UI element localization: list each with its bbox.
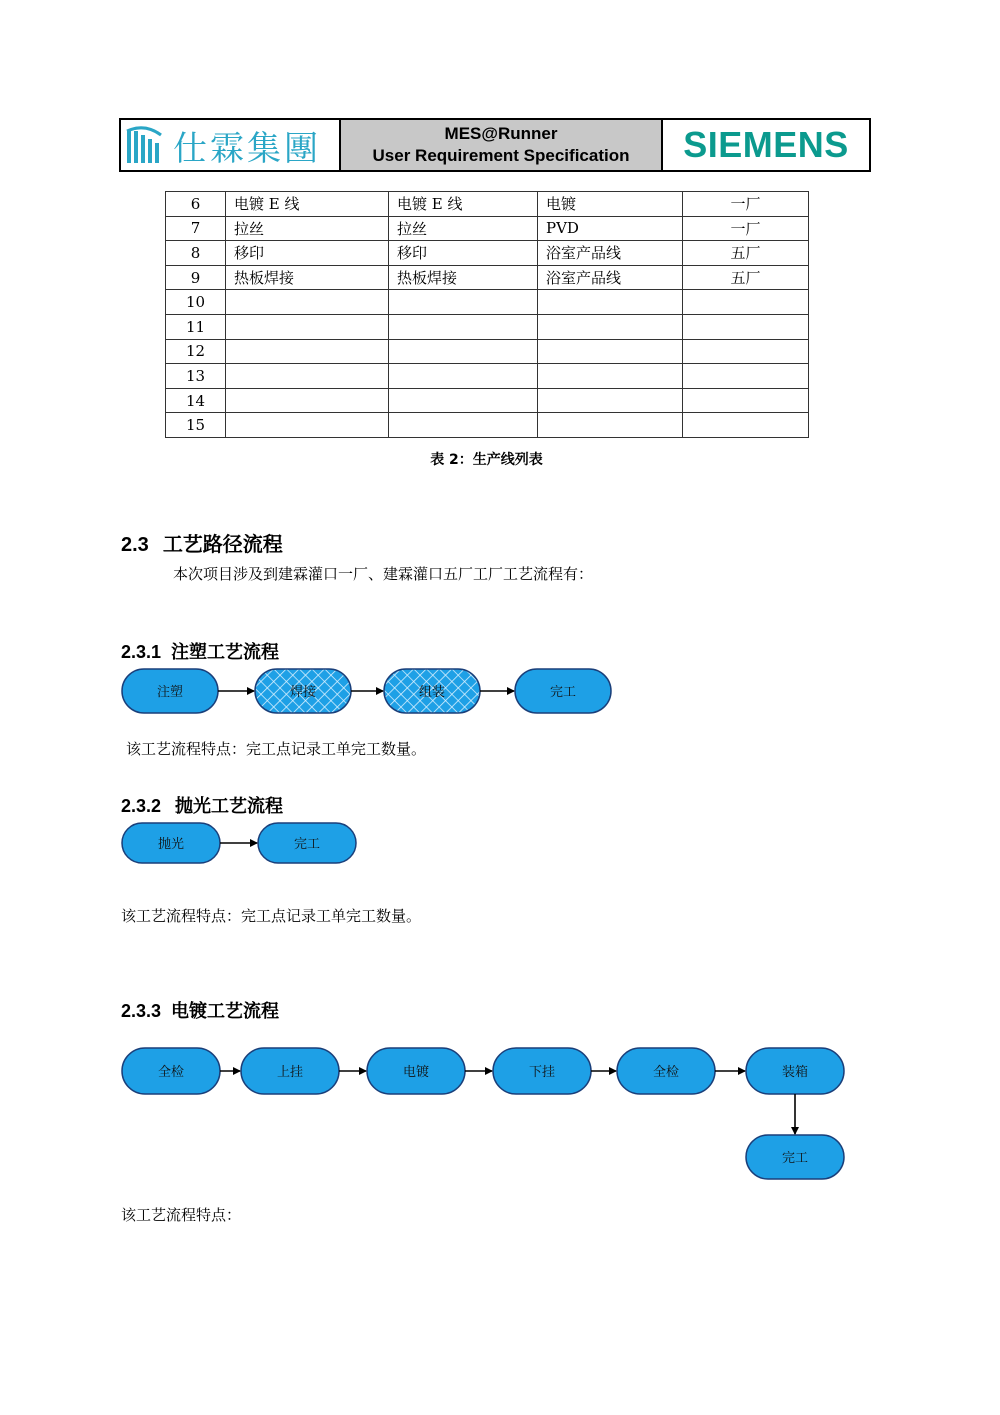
table-cell: 7 <box>166 216 226 241</box>
flow-note-2-3-3: 该工艺流程特点： <box>121 1206 242 1224</box>
table-cell: 拉丝 <box>389 216 538 241</box>
table-cell: 11 <box>166 314 226 339</box>
siemens-logo: SIEMENS <box>683 124 849 165</box>
table-cell: 12 <box>166 339 226 364</box>
flow-node-2-3-2 <box>258 823 356 863</box>
table-cell: 电镀 E 线 <box>389 192 538 217</box>
table-cell: 电镀 <box>538 192 683 217</box>
table-cell: 五厂 <box>683 241 809 266</box>
flow-node-label: 焊接 <box>289 685 317 700</box>
table-cell: 五厂 <box>683 265 809 290</box>
table-cell: 电镀 E 线 <box>226 192 389 217</box>
section-number: 2.3.1 <box>121 642 162 662</box>
table-cell: 热板焊接 <box>389 265 538 290</box>
section-number: 2.3.2 <box>121 796 162 816</box>
table-cell: 8 <box>166 241 226 266</box>
table-cell: 一厂 <box>683 192 809 217</box>
section-intro: 本次项目涉及到建霖灌口一厂、建霖灌口五厂工厂工艺流程有： <box>173 565 594 583</box>
flow-node-label: 完工 <box>549 685 577 700</box>
flow-node-2-3-3 <box>617 1048 715 1094</box>
document-type: User Requirement Specification <box>372 146 630 165</box>
table-cell: 10 <box>166 290 226 315</box>
table-cell: 浴室产品线 <box>538 241 683 266</box>
product-name: MES@Runner <box>444 124 558 143</box>
table-cell: 13 <box>166 364 226 389</box>
flow-node-2-3-2 <box>122 823 220 863</box>
flow-node-label: 抛光 <box>157 837 185 852</box>
flow-node-2-3-3 <box>746 1048 844 1094</box>
flow-node-label: 组装 <box>418 685 446 700</box>
flow-node-label: 电镀 <box>402 1065 430 1080</box>
table-cell: 15 <box>166 413 226 438</box>
table-cell: 9 <box>166 265 226 290</box>
flow-node-2-3-3 <box>367 1048 465 1094</box>
table-cell: 拉丝 <box>226 216 389 241</box>
flow-note-2-3-2: 该工艺流程特点：完工点记录工单完工数量。 <box>121 907 422 925</box>
flow-node-2-3-1 <box>122 669 218 713</box>
table-cell: 移印 <box>226 241 389 266</box>
section-number: 2.3 <box>121 534 149 556</box>
section-title: 工艺路径流程 <box>162 532 283 556</box>
section-title: 电镀工艺流程 <box>171 1001 280 1022</box>
section-number: 2.3.3 <box>121 1001 162 1021</box>
flow-node-2-3-1 <box>255 669 351 713</box>
table-cell: 热板焊接 <box>226 265 389 290</box>
table-cell: 浴室产品线 <box>538 265 683 290</box>
flow-node-label: 全检 <box>157 1065 185 1080</box>
flow-node-2-3-3 <box>746 1135 844 1179</box>
flow-node-label: 注塑 <box>156 685 184 700</box>
flow-note-2-3-1: 该工艺流程特点：完工点记录工单完工数量。 <box>126 740 427 758</box>
flow-node-label: 完工 <box>781 1151 809 1166</box>
company-name: 仕霖集團 <box>173 128 321 169</box>
table-cell: PVD <box>538 216 683 241</box>
flow-node-2-3-3 <box>493 1048 591 1094</box>
flow-node-label: 完工 <box>293 837 321 852</box>
flow-node-2-3-3 <box>241 1048 339 1094</box>
table-cell: 一厂 <box>683 216 809 241</box>
table-caption: 表 2：生产线列表 <box>430 452 543 468</box>
flow-node-label: 全检 <box>652 1065 680 1080</box>
table-cell: 6 <box>166 192 226 217</box>
flow-node-label: 上挂 <box>276 1065 304 1080</box>
section-title: 注塑工艺流程 <box>171 642 280 663</box>
table-cell: 14 <box>166 388 226 413</box>
flow-node-label: 装箱 <box>781 1065 809 1080</box>
flow-node-2-3-3 <box>122 1048 220 1094</box>
flow-node-2-3-1 <box>384 669 480 713</box>
flow-node-2-3-1 <box>515 669 611 713</box>
section-title: 抛光工艺流程 <box>175 796 284 817</box>
flow-node-label: 下挂 <box>528 1065 556 1080</box>
table-cell: 移印 <box>389 241 538 266</box>
